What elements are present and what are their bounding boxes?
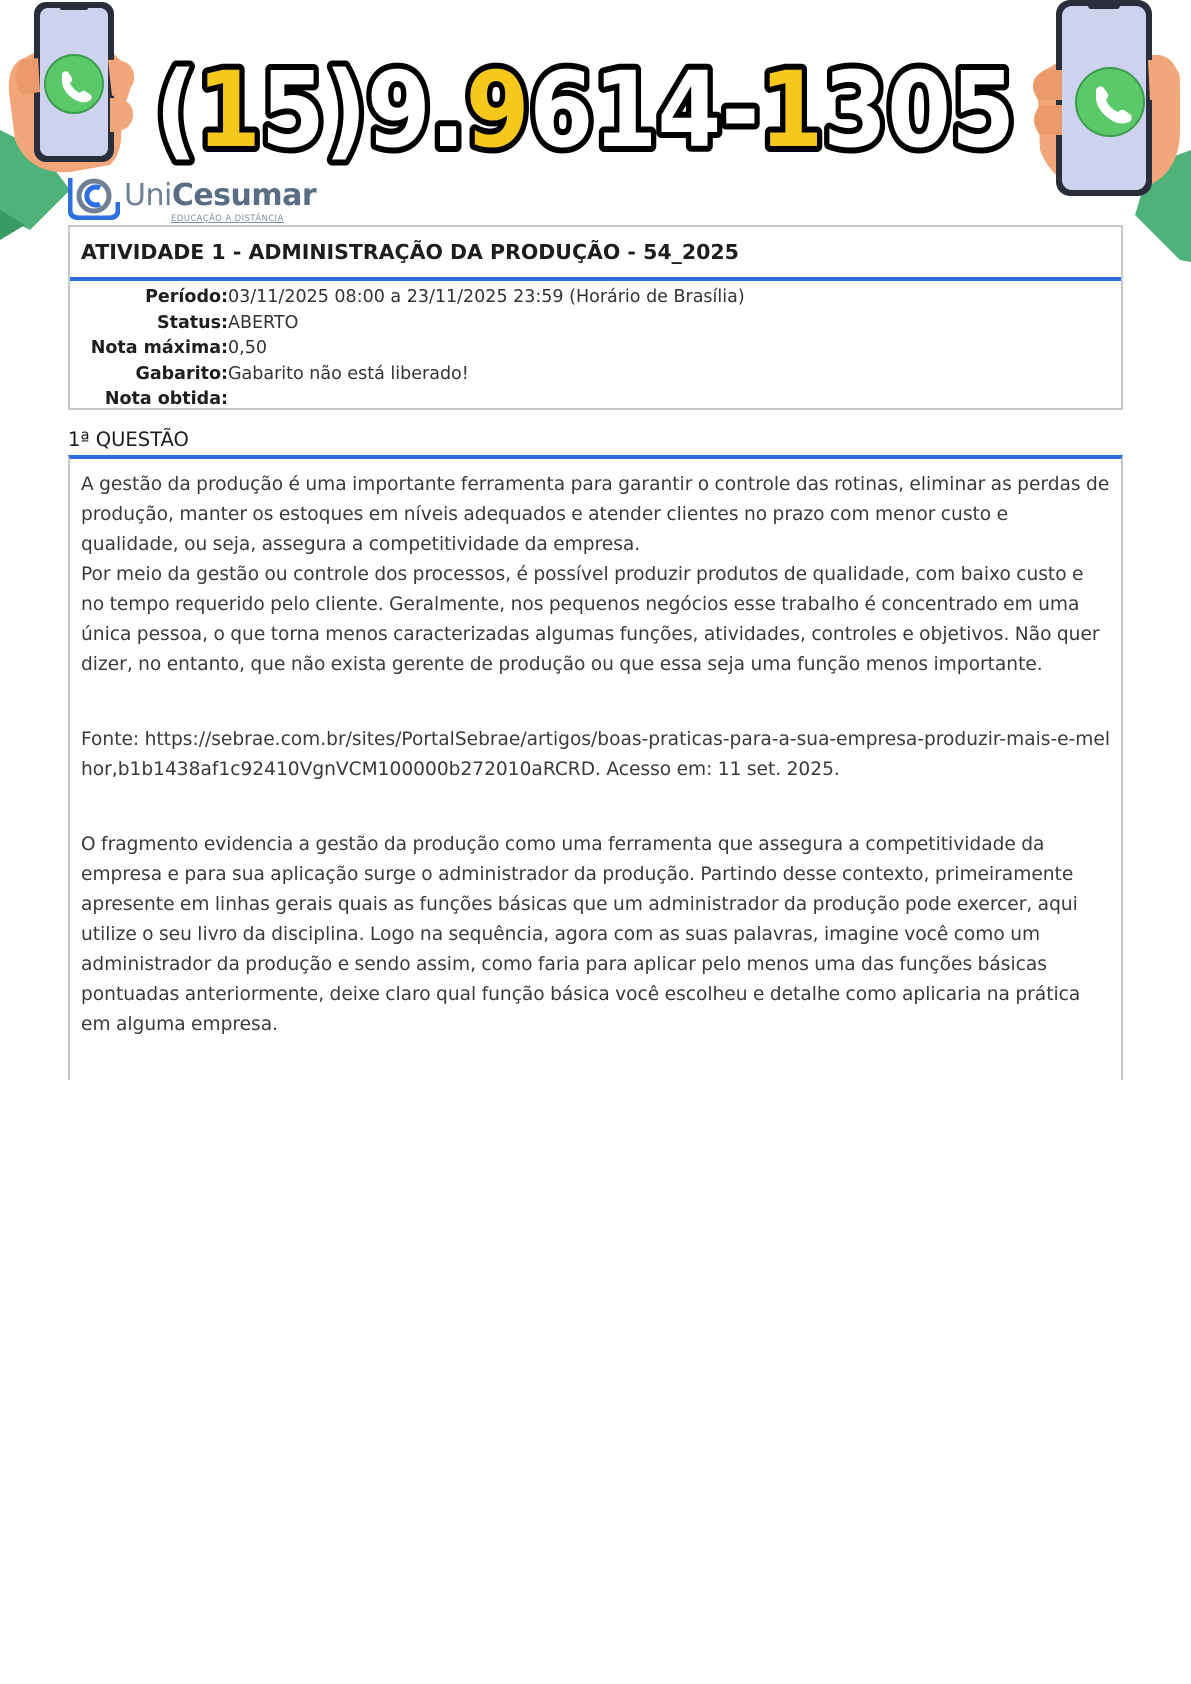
phone-digit: 9 — [366, 49, 440, 171]
meta-value: ABERTO — [228, 313, 299, 333]
meta-label: Período: — [145, 287, 228, 307]
phone-digit: ) — [324, 49, 373, 171]
question-heading: 1ª QUESTÃO — [68, 428, 189, 451]
activity-title: ATIVIDADE 1 - ADMINISTRAÇÃO DA PRODUÇÃO - 54_2025 — [70, 227, 1121, 281]
meta-label: Nota máxima: — [90, 338, 228, 358]
phone-digit: . — [430, 49, 471, 171]
phone-digit: 3 — [823, 49, 896, 171]
phone-digit: 5 — [951, 49, 1024, 171]
logo-wordmark: UniCesumar — [124, 178, 317, 213]
phone-digit: - — [721, 49, 765, 171]
question-box — [68, 455, 1123, 1080]
unicesumar-logo — [68, 176, 317, 226]
meta-label: Nota obtida: — [104, 389, 228, 409]
meta-label: Status: — [156, 313, 228, 333]
meta-row-gabarito — [70, 361, 469, 387]
meta-label: Gabarito: — [135, 364, 228, 384]
question-text — [81, 470, 1111, 1040]
question-paragraph: O fragmento evidencia a gestão da produção como uma ferramenta que assegura a competitividade da empresa e para sua aplicação surge o administrador da produção. Partindo desse contexto, primeiramente apresente em linhas gerais quais as funções básicas que um administrador da produção pode exercer, aqui utilize o seu livro da disciplina. Logo na sequência, agora com as suas palavras, imagine você como um administrador da produção e sendo assim, como faria para aplicar pelo menos uma das funções básicas pontuadas anteriormente, deixe claro qual função básica você escolheu e detalhe como aplicaria na prática em alguma empresa. — [81, 834, 1081, 1035]
phone-digit: 9 — [465, 49, 538, 171]
meta-value: 0,50 — [228, 338, 267, 358]
meta-row-periodo — [70, 284, 745, 310]
question-paragraph: Por meio da gestão ou controle dos processos, é possível produzir produtos de qualidade, com baixo custo e no tempo requerido pelo cliente. Geralmente, nos pequenos negócios esse trabalho é concentrado em uma única pessoa, o que torna menos caracterizadas algumas funções, atividades, controles e objetivos. Não quer dizer, no entanto, que não exista gerente de produção ou que essa seja uma função menos importante. — [81, 564, 1100, 675]
logo-mark-icon — [68, 176, 120, 220]
logo-tagline: EDUCAÇÃO A DISTÂNCIA — [171, 214, 284, 224]
phone-digit: 0 — [887, 49, 960, 171]
svg-text:(15)9.9614-1305 — [155, 49, 1024, 171]
phone-digit: 4 — [657, 49, 730, 171]
question-source: Fonte: https://sebrae.com.br/sites/PortalSebrae/artigos/boas-praticas-para-a-sua-empresa-produzir-mais-e-melhor,b1b1438af1c92410VgnVCM100000b272010aRCRD. Acesso em: 11 set. 2025. — [81, 729, 1111, 780]
phone-digit: 1 — [196, 49, 270, 171]
phone-digit: 6 — [529, 49, 602, 171]
meta-row-nota-obtida — [70, 386, 228, 412]
meta-value: Gabarito não está liberado! — [228, 364, 469, 384]
phone-number-banner — [155, 46, 1025, 176]
question-paragraph: A gestão da produção é uma importante ferramenta para garantir o controle das rotinas, eliminar as perdas de produção, manter os estoques em níveis adequados e atender clientes no prazo com menor custo e qualidade, ou seja, assegura a competitividade da empresa. — [81, 474, 1110, 555]
phone-digit: ( — [155, 49, 203, 171]
phone-digit: 1 — [759, 49, 832, 171]
phone-digit: 5 — [260, 49, 334, 171]
meta-value: 03/11/2025 08:00 a 23/11/2025 23:59 (Horário de Brasília) — [228, 287, 745, 307]
meta-row-status — [70, 310, 298, 336]
phone-digit: 1 — [593, 49, 666, 171]
activity-info-box — [68, 225, 1123, 410]
meta-row-nota-maxima — [70, 335, 267, 361]
